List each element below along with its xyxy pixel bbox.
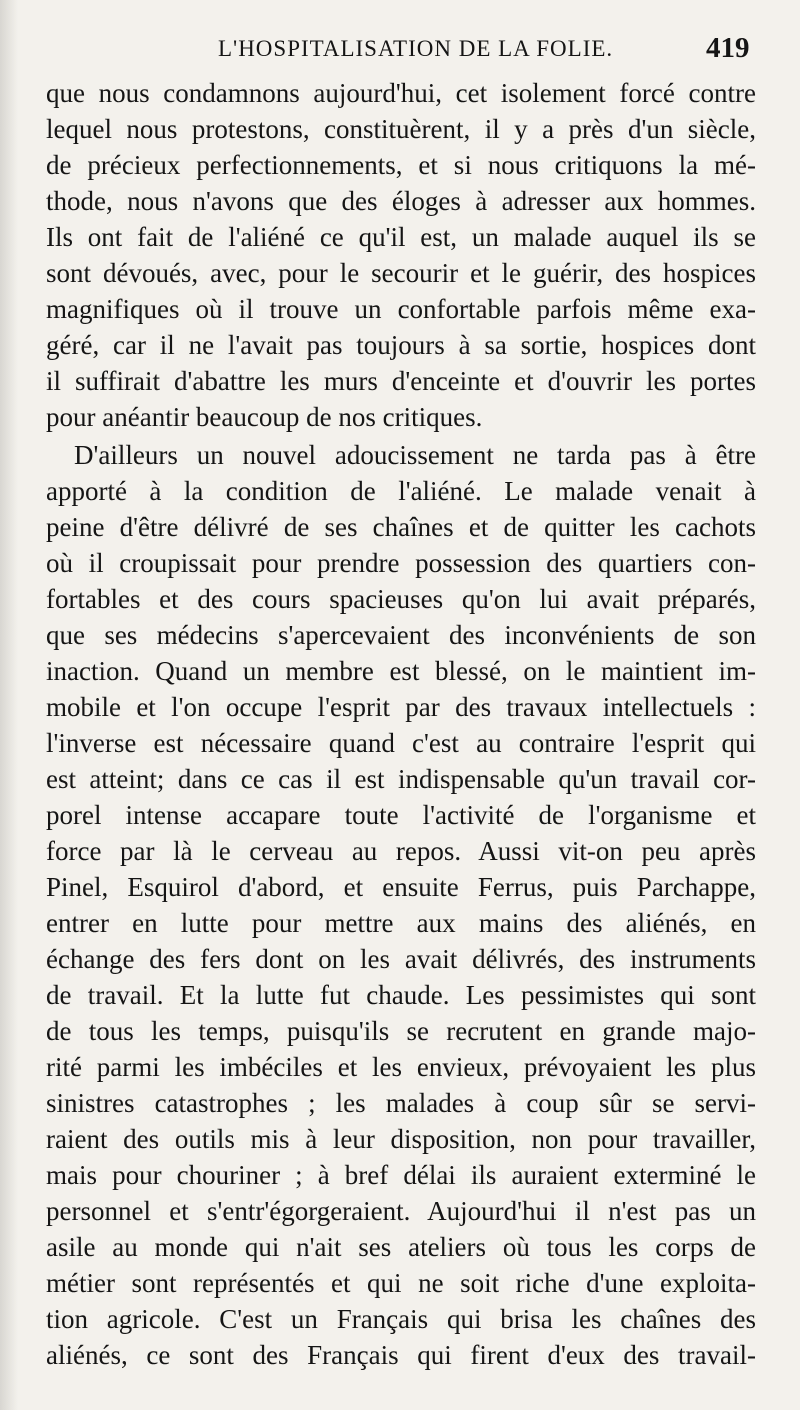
text-line: géré, car il ne l'avait pas toujours à sa sortie, hospices dont	[46, 330, 756, 360]
text-line: force par là le cerveau au repos. Aussi vit-on peu après	[46, 836, 756, 866]
text-line: asile au monde qui n'ait ses ateliers où tous les corps de	[46, 1232, 756, 1262]
text-line-paragraph-start: D'ailleurs un nouvel adoucissement ne tarda pas à être	[74, 440, 756, 470]
text-line: Pinel, Esquirol d'abord, et ensuite Ferrus, puis Parchappe,	[46, 872, 756, 902]
text-line: que ses médecins s'apercevaient des inconvénients de son	[46, 620, 756, 650]
text-line: que nous condamnons aujourd'hui, cet isolement forcé contre	[46, 78, 756, 108]
running-header	[0, 28, 800, 68]
text-line: de tous les temps, puisqu'ils se recrutent en grande majo-	[46, 1016, 756, 1046]
running-title: L'HOSPITALISATION DE LA FOLIE.	[218, 36, 614, 61]
page-edge-shadow	[0, 0, 18, 1410]
text-line: peine d'être délivré de ses chaînes et de quitter les cachots	[46, 512, 756, 542]
text-line: fortables et des cours spacieuses qu'on lui avait préparés,	[46, 584, 756, 614]
text-line: sont dévoués, avec, pour le secourir et le guérir, des hospices	[46, 258, 756, 288]
text-line: il suffirait d'abattre les murs d'enceinte et d'ouvrir les portes	[46, 366, 756, 396]
text-line: mais pour chouriner ; à bref délai ils auraient exterminé le	[46, 1160, 756, 1190]
text-line: personnel et s'entr'égorgeraient. Aujourd'hui il n'est pas un	[46, 1196, 756, 1226]
text-line: magnifiques où il trouve un confortable parfois même exa-	[46, 294, 756, 324]
text-line: rité parmi les imbéciles et les envieux, prévoyaient les plus	[46, 1052, 756, 1082]
text-line: inaction. Quand un membre est blessé, on le maintient im-	[46, 656, 756, 686]
text-line: sinistres catastrophes ; les malades à coup sûr se servi-	[46, 1088, 756, 1118]
text-line: mobile et l'on occupe l'esprit par des travaux intellectuels :	[46, 692, 756, 722]
text-line: thode, nous n'avons que des éloges à adresser aux hommes.	[46, 186, 756, 216]
page-number: 419	[706, 32, 750, 64]
text-line: métier sont représentés et qui ne soit riche d'une exploita-	[46, 1268, 756, 1298]
text-line: lequel nous protestons, constituèrent, il y a près d'un siècle,	[46, 114, 756, 144]
text-line: est atteint; dans ce cas il est indispensable qu'un travail cor-	[46, 764, 756, 794]
text-line: de précieux perfectionnements, et si nous critiquons la mé-	[46, 150, 756, 180]
text-line-paragraph-end: pour anéantir beaucoup de nos critiques.	[46, 402, 483, 432]
text-line: porel intense accapare toute l'activité de l'organisme et	[46, 800, 756, 830]
text-line: où il croupissait pour prendre possession des quartiers con-	[46, 548, 756, 578]
text-line: Ils ont fait de l'aliéné ce qu'il est, un malade auquel ils se	[46, 222, 756, 252]
text-line: échange des fers dont on les avait délivrés, des instruments	[46, 944, 756, 974]
text-line: aliénés, ce sont des Français qui firent d'eux des travail-	[46, 1340, 756, 1370]
text-line: raient des outils mis à leur disposition, non pour travailler,	[46, 1124, 756, 1154]
text-line: l'inverse est nécessaire quand c'est au contraire l'esprit qui	[46, 728, 756, 758]
text-line: de travail. Et la lutte fut chaude. Les pessimistes qui sont	[46, 980, 756, 1010]
text-line: entrer en lutte pour mettre aux mains des aliénés, en	[46, 908, 756, 938]
text-line: apporté à la condition de l'aliéné. Le malade venait à	[46, 476, 756, 506]
text-line: tion agricole. C'est un Français qui brisa les chaînes des	[46, 1304, 756, 1334]
